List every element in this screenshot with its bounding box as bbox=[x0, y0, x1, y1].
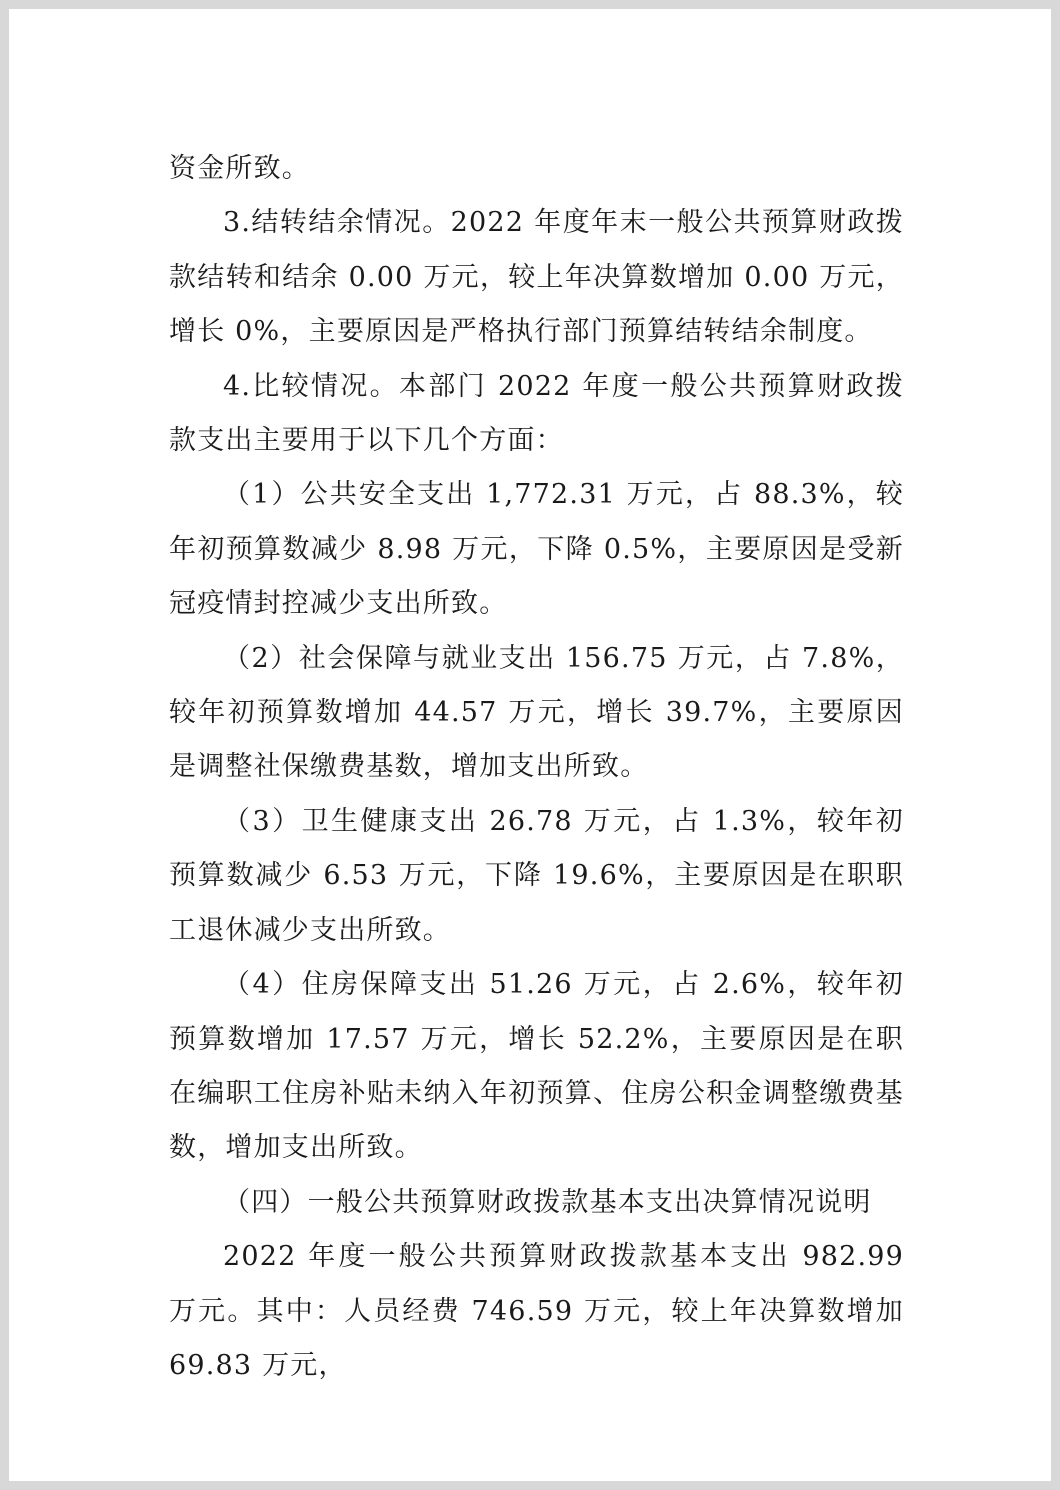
paragraph-comparison: 4.比较情况。本部门 2022 年度一般公共预算财政拨款支出主要用于以下几个方面： bbox=[169, 370, 904, 457]
document-body bbox=[169, 142, 904, 1393]
paragraph-fund-cause: 资金所致。 bbox=[169, 153, 310, 184]
section-heading-basic-expenditure: （四）一般公共预算财政拨款基本支出决算情况说明 bbox=[223, 1186, 872, 1218]
paragraph-public-security: （1）公共安全支出 1,772.31 万元，占 88.3%，较年初预算数减少 8.98 万元，下降 0.5%，主要原因是受新冠疫情封控减少支出所致。 bbox=[169, 479, 904, 620]
paragraph-health: （3）卫生健康支出 26.78 万元，占 1.3%，较年初预算数减少 6.53 万元，下降 19.6%，主要原因是在职职工退休减少支出所致。 bbox=[169, 805, 904, 946]
paragraph-basic-expenditure: 2022 年度一般公共预算财政拨款基本支出 982.99 万元。其中：人员经费 746.59 万元，较上年决算数增加 69.83 万元， bbox=[169, 1241, 904, 1381]
paragraph-carryover: 3.结转结余情况。2022 年度年末一般公共预算财政拨款结转和结余 0.00 万元，较上年决算数增加 0.00 万元，增长 0%，主要原因是严格执行部门预算结转结余制度。 bbox=[169, 207, 904, 348]
paragraph-housing: （4）住房保障支出 51.26 万元，占 2.6%，较年初预算数增加 17.57 万元，增长 52.2%，主要原因是在职在编职工住房补贴未纳入年初预算、住房公积金调整缴费基数，增加支出所致。 bbox=[169, 969, 904, 1164]
document-page bbox=[9, 9, 1051, 1481]
paragraph-social-security: （2）社会保障与就业支出 156.75 万元，占 7.8%，较年初预算数增加 44.57 万元，增长 39.7%，主要原因是调整社保缴费基数，增加支出所致。 bbox=[169, 642, 904, 783]
